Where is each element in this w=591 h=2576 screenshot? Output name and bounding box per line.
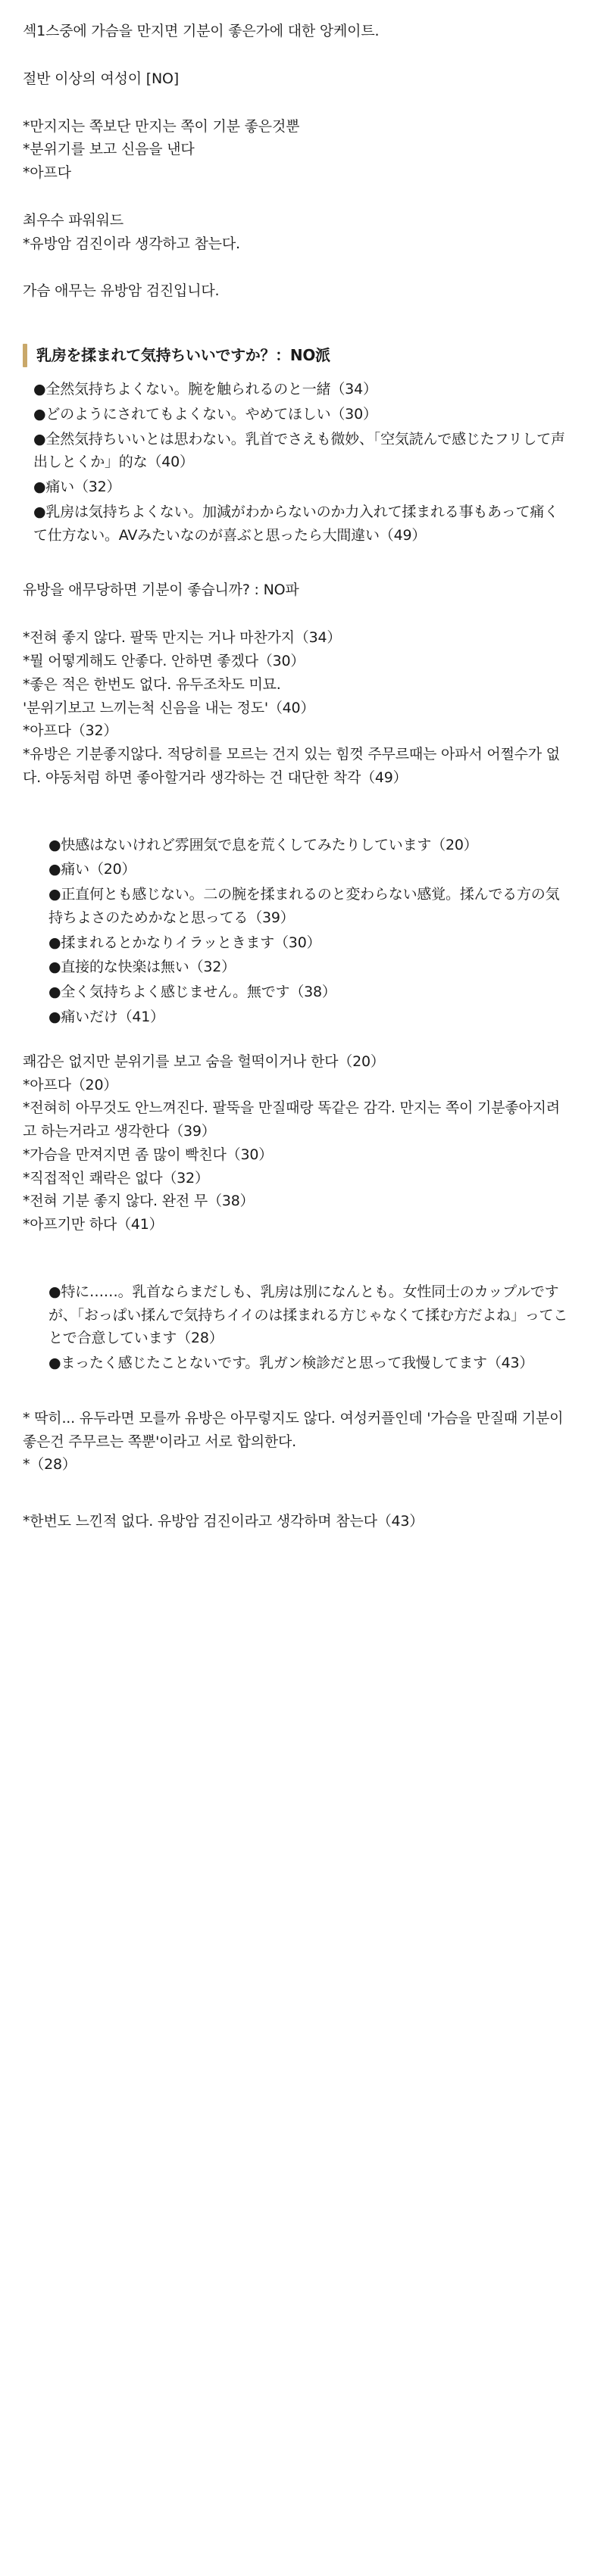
intro-point: *아프다 xyxy=(23,164,71,182)
list-item: ●全く気持ちよく感じません。無です（38） xyxy=(48,984,336,1001)
intro-block xyxy=(23,20,568,43)
list-item: ●痛い（32） xyxy=(33,479,121,496)
list-item: * 딱히... 유두라면 모를까 유방은 아무렇지도 않다. 여성커플인데 '가슴을 만질때 기분이 좋은건 주무르는 쪽뿐'이라고 서로 합의한다. xyxy=(23,1409,568,1450)
spacer xyxy=(23,1377,568,1407)
closing-line: 가슴 애무는 유방암 검진입니다. xyxy=(23,282,220,300)
intro-subtitle-block xyxy=(23,67,568,91)
list-item: ●痛いだけ（41） xyxy=(48,1008,164,1025)
spacer xyxy=(23,269,568,279)
list-item: ●直接的な快楽は無い（32） xyxy=(48,959,236,976)
list-item: *한번도 느낀적 없다. 유방암 검진이라고 생각하며 참는다（43） xyxy=(23,1513,424,1530)
list-item: *아프다（20） xyxy=(23,1076,118,1093)
spacer xyxy=(23,803,568,834)
ko-answers-list-1 xyxy=(23,626,568,789)
spacer xyxy=(23,104,568,115)
quoted-heading xyxy=(23,344,568,367)
list-item: *（28） xyxy=(23,1456,77,1474)
jp-answers-list-1 xyxy=(23,378,568,547)
jp-answers-list-2 xyxy=(23,834,568,1029)
list-item: ●痛い（20） xyxy=(48,861,136,878)
list-item: *가슴을 만져지면 좀 많이 빡친다（30） xyxy=(23,1146,274,1163)
list-item: *좋은 적은 한번도 없다. 유두조차도 미묘. xyxy=(23,675,281,693)
spacer xyxy=(23,1250,568,1280)
intro-title: 섹1스중에 가슴을 만지면 기분이 좋은가에 대한 앙케이트. xyxy=(23,23,380,39)
list-item: *전혀히 아무것도 안느껴진다. 팔뚝을 만질때랑 똑같은 감각. 만지는 쪽이 기분좋아지려고 하는거라고 생각한다（39） xyxy=(23,1099,560,1140)
spacer xyxy=(23,317,568,336)
spacer xyxy=(23,198,568,209)
ko-section-heading: 유방을 애무당하면 기분이 좋습니까? : NO파 xyxy=(23,582,299,599)
quoted-heading-text: 乳房を揉まれて気持ちいいですか？：NO派 xyxy=(36,346,330,365)
list-item: *직접적인 쾌락은 없다（32） xyxy=(23,1169,209,1187)
ko-section-1-heading-block xyxy=(23,579,568,602)
list-item: *아프기만 하다（41） xyxy=(23,1216,164,1233)
quote-bar-decoration xyxy=(23,344,27,367)
list-item: *유방은 기분좋지않다. 적당히를 모르는 건지 있는 힘껏 주무르때는 아파서 어쩔수가 없다. 야동처럼 하면 좋아할거라 생각하는 건 대단한 착각（49） xyxy=(23,746,560,786)
list-item: 쾌감은 없지만 분위기를 보고 숨을 헐떡이거나 한다（20） xyxy=(23,1053,385,1070)
power-word-header: 최우수 파워워드 xyxy=(23,211,124,229)
intro-point: *만지지는 쪽보단 만지는 쪽이 기분 좋은것뿐 xyxy=(23,117,300,135)
ko-answers-list-3 xyxy=(23,1407,568,1477)
power-word-block xyxy=(23,209,568,256)
intro-subtitle: 절반 이상의 여성이 [NO] xyxy=(23,70,179,87)
list-item: *뭘 어떻게해도 안좋다. 안하면 좋겠다（30） xyxy=(23,653,305,670)
closing-block xyxy=(23,279,568,303)
list-item: ●快感はないけれど雰囲気で息を荒くしてみたりしています（20） xyxy=(48,836,478,853)
list-item: *아프다（32） xyxy=(23,722,118,740)
list-item: ●特に……。乳首ならまだしも、乳房は別になんとも。女性同士のカップルですが、「おっぱい揉んで気持ちイイのは揉まれる方じゃなくて揉む方だよね」ってことで合意しています（28） xyxy=(48,1283,568,1347)
spacer xyxy=(23,1031,568,1050)
list-item: ●全然気持ちいいとは思わない。乳首でさえも微妙、「空気読んで感じたフリして声出しとくか」的な（40） xyxy=(33,430,565,471)
jp-answers-list-3 xyxy=(23,1280,568,1375)
list-item: *전혀 좋지 않다. 팔뚝 만지는 거나 마찬가지（34） xyxy=(23,629,342,647)
ko-final-line-block xyxy=(23,1510,568,1533)
list-item: ●揉まれるとかなりイラッときます（30） xyxy=(48,934,321,951)
spacer xyxy=(23,1490,568,1510)
list-item: ●まったく感じたことないです。乳ガン検診だと思って我慢してます（43） xyxy=(48,1355,534,1372)
list-item: ●全然気持ちよくない。腕を触られるのと一緒（34） xyxy=(33,381,377,398)
intro-points xyxy=(23,115,568,185)
spacer xyxy=(23,57,568,67)
list-item: ●乳房は気持ちよくない。加減がわからないのか力入れて揉まれる事もあって痛くて仕方ない。AVみたいなのが喜ぶと思ったら大間違い（49） xyxy=(33,503,558,544)
list-item: *전혀 기분 좋지 않다. 완전 무（38） xyxy=(23,1193,255,1210)
intro-point: *분위기를 보고 신음을 낸다 xyxy=(23,141,195,158)
ko-answers-list-2 xyxy=(23,1050,568,1237)
spacer xyxy=(23,548,568,579)
spacer xyxy=(23,616,568,626)
power-word-line: *유방암 검진이라 생각하고 참는다. xyxy=(23,235,240,252)
list-item: ●どのようにされてもよくない。やめてほしい（30） xyxy=(33,405,377,423)
list-item: ●正直何とも感じない。二の腕を揉まれるのと変わらない感覚。揉んでる方の気持ちよさのためかなと思ってる（39） xyxy=(48,886,560,926)
list-item: '분위기보고 느끼는척 신음을 내는 정도'（40） xyxy=(23,699,315,716)
